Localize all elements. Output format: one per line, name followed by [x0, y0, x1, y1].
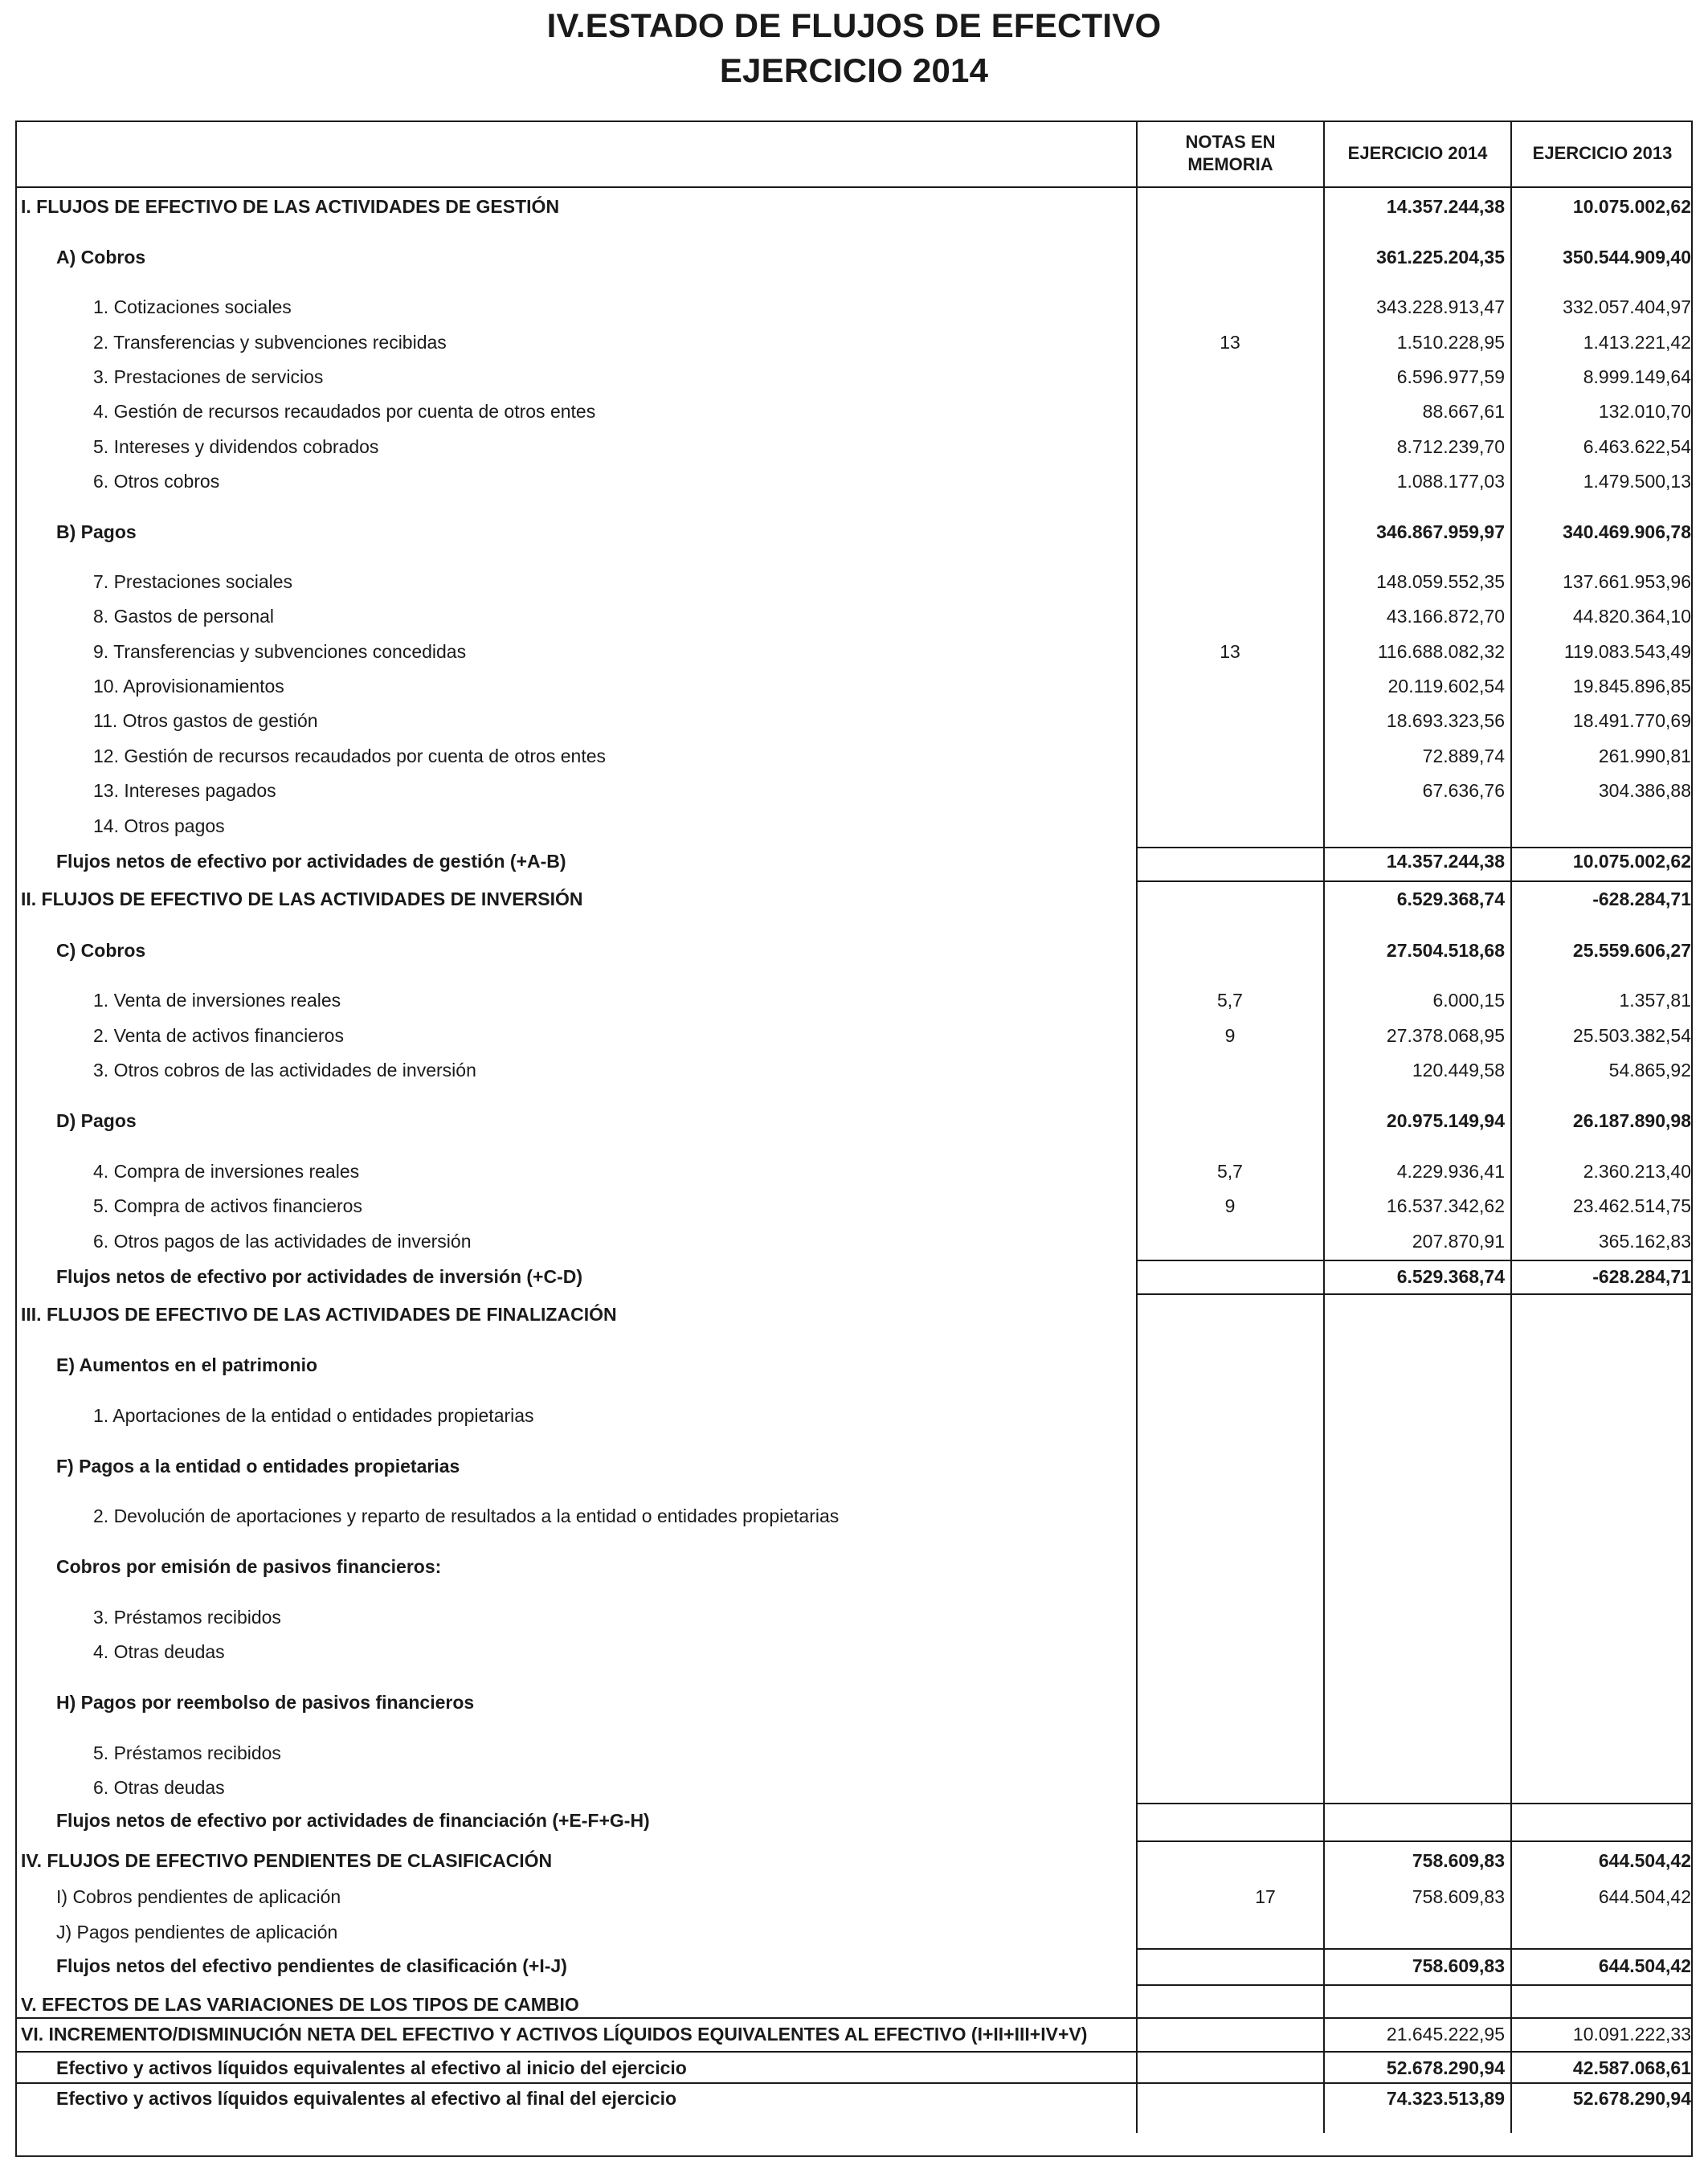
row-rule — [1136, 847, 1693, 848]
line-item-label: 5. Compra de activos financieros — [93, 1195, 362, 1216]
header-ejercicio-2013: EJERCICIO 2013 — [1532, 143, 1673, 163]
value-2014: 72.889,74 — [1422, 746, 1505, 766]
value-2013: 304.386,88 — [1598, 780, 1691, 801]
value-2013: 25.503.382,54 — [1572, 1025, 1691, 1046]
value-2013: 2.360.213,40 — [1583, 1161, 1691, 1182]
net-flow-row-label: Flujos netos de efectivo por actividades de financiación (+E-F+G-H) — [56, 1810, 650, 1831]
value-2013: 119.083.543,49 — [1563, 641, 1691, 662]
section-heading-label: I. FLUJOS DE EFECTIVO DE LAS ACTIVIDADES DE GESTIÓN — [21, 196, 560, 217]
line-item-label: 4. Gestión de recursos recaudados por cuenta de otros entes — [93, 401, 596, 422]
line-item-label: J) Pagos pendientes de aplicación — [56, 1922, 338, 1943]
section-heading-label: V. EFECTOS DE LAS VARIACIONES DE LOS TIPOS DE CAMBIO — [21, 1994, 579, 2015]
header-notas-line1: NOTAS EN — [1185, 132, 1276, 152]
value-2013: 137.661.953,96 — [1563, 571, 1691, 592]
subsection-heading-label: H) Pagos por reembolso de pasivos financieros — [56, 1692, 475, 1713]
value-2013: 26.187.890,98 — [1572, 1110, 1691, 1131]
line-item-label: 2. Devolución de aportaciones y reparto de resultados a la entidad o entidades propietarias — [93, 1505, 840, 1526]
value-2014: 6.596.977,59 — [1396, 366, 1505, 387]
value-2014: 116.688.082,32 — [1377, 641, 1505, 662]
value-2013: 644.504,42 — [1598, 1850, 1691, 1871]
value-2013: 54.865,92 — [1608, 1060, 1691, 1081]
value-2014: 1.088.177,03 — [1396, 471, 1505, 492]
line-item-label: 9. Transferencias y subvenciones concedidas — [93, 641, 467, 662]
value-2014: 6.529.368,74 — [1396, 889, 1505, 909]
value-2013: 10.075.002,62 — [1572, 196, 1691, 217]
value-2014: 4.229.936,41 — [1396, 1161, 1505, 1182]
line-item-label: 1. Aportaciones de la entidad o entidades propietarias — [93, 1405, 534, 1426]
header-notas-line2: MEMORIA — [1187, 154, 1273, 174]
value-2014: 361.225.204,35 — [1376, 247, 1505, 268]
value-2014: 27.378.068,95 — [1386, 1025, 1505, 1046]
row-rule — [1136, 1840, 1693, 1842]
value-2013: 132.010,70 — [1598, 401, 1691, 422]
line-item-label: I) Cobros pendientes de aplicación — [56, 1886, 341, 1907]
note-reference: 17 — [1255, 1886, 1276, 1907]
line-item-label: 3. Prestaciones de servicios — [93, 366, 324, 387]
value-2014: 14.357.244,38 — [1386, 196, 1505, 217]
value-2014: 52.678.290,94 — [1386, 2057, 1505, 2078]
section-heading-label: VI. INCREMENTO/DISMINUCIÓN NETA DEL EFECTIVO Y ACTIVOS LÍQUIDOS EQUIVALENTES AL EFECTIVO (I+II+III+IV+V) — [21, 2024, 1088, 2045]
value-2013: 18.491.770,69 — [1572, 710, 1691, 731]
value-2013: 42.587.068,61 — [1572, 2057, 1691, 2078]
note-reference: 5,7 — [1217, 1161, 1243, 1182]
net-flow-row-label: Flujos netos del efectivo pendientes de clasificación (+I-J) — [56, 1955, 567, 1976]
line-item-label: 14. Otros pagos — [93, 815, 225, 836]
value-2014: 6.000,15 — [1432, 990, 1505, 1011]
row-rule — [1136, 1948, 1693, 1950]
note-reference: 13 — [1220, 641, 1240, 662]
value-2014: 346.867.959,97 — [1376, 521, 1505, 542]
row-rule — [15, 2082, 1693, 2084]
line-item-label: 1. Venta de inversiones reales — [93, 990, 341, 1011]
value-2013: -628.284,71 — [1592, 1266, 1691, 1287]
value-2014: 18.693.323,56 — [1386, 710, 1505, 731]
subsection-heading-label: Cobros por emisión de pasivos financieros: — [56, 1556, 442, 1577]
value-2014: 43.166.872,70 — [1386, 606, 1505, 627]
line-item-label: 3. Préstamos recibidos — [93, 1607, 281, 1628]
value-2014: 1.510.228,95 — [1396, 332, 1505, 353]
line-item-label: 6. Otros pagos de las actividades de inversión — [93, 1231, 472, 1252]
line-item-label: 7. Prestaciones sociales — [93, 571, 293, 592]
note-reference: 5,7 — [1217, 990, 1243, 1011]
line-item-label: 13. Intereses pagados — [93, 780, 276, 801]
value-2013: 1.479.500,13 — [1583, 471, 1691, 492]
line-item-label: 10. Aprovisionamientos — [93, 676, 284, 697]
section-heading-label: II. FLUJOS DE EFECTIVO DE LAS ACTIVIDADES DE INVERSIÓN — [21, 889, 583, 909]
value-2014: 14.357.244,38 — [1386, 851, 1505, 872]
line-item-label: 5. Préstamos recibidos — [93, 1742, 281, 1763]
row-rule — [15, 2017, 1693, 2019]
value-2013: 25.559.606,27 — [1572, 940, 1691, 961]
header-notas — [1138, 131, 1323, 176]
value-2013: 52.678.290,94 — [1572, 2088, 1691, 2109]
section-heading-label: III. FLUJOS DE EFECTIVO DE LAS ACTIVIDADES DE FINALIZACIÓN — [21, 1304, 617, 1325]
line-item-label: 5. Intereses y dividendos cobrados — [93, 436, 379, 457]
value-2013: 1.413.221,42 — [1583, 332, 1691, 353]
line-item-label: 11. Otros gastos de gestión — [93, 710, 318, 731]
header-divider — [15, 186, 1693, 188]
subsection-heading-label: C) Cobros — [56, 940, 146, 961]
line-item-label: 3. Otros cobros de las actividades de inversión — [93, 1060, 476, 1081]
value-2014: 6.529.368,74 — [1396, 1266, 1505, 1287]
value-2014: 758.609,83 — [1412, 1955, 1505, 1976]
value-2013: 365.162,83 — [1598, 1231, 1691, 1252]
note-reference: 9 — [1224, 1195, 1236, 1216]
line-item-label: 2. Venta de activos financieros — [93, 1025, 344, 1046]
row-rule — [15, 2051, 1693, 2053]
value-2013: 23.462.514,75 — [1572, 1195, 1691, 1216]
value-2014: 20.119.602,54 — [1387, 676, 1505, 697]
line-item-label: 6. Otras deudas — [93, 1777, 225, 1798]
value-2014: 343.228.913,47 — [1376, 296, 1505, 317]
value-2013: 44.820.364,10 — [1572, 606, 1691, 627]
value-2014: 8.712.239,70 — [1396, 436, 1505, 457]
subsection-heading-label: D) Pagos — [56, 1110, 137, 1131]
value-2013: 10.091.222,33 — [1572, 2024, 1691, 2045]
value-2013: 644.504,42 — [1598, 1955, 1691, 1976]
value-2013: 261.990,81 — [1598, 746, 1691, 766]
row-rule — [1136, 1293, 1693, 1295]
value-2014: 120.449,58 — [1412, 1060, 1505, 1081]
column-divider — [1136, 121, 1138, 2133]
header-ejercicio-2014: EJERCICIO 2014 — [1347, 143, 1488, 163]
subsection-heading-label: A) Cobros — [56, 247, 146, 268]
page-subtitle: EJERCICIO 2014 — [719, 51, 989, 89]
value-2014: 88.667,61 — [1422, 401, 1505, 422]
subsection-heading-label: F) Pagos a la entidad o entidades propietarias — [56, 1456, 460, 1477]
net-flow-row-label: Flujos netos de efectivo por actividades de gestión (+A-B) — [56, 851, 566, 872]
line-item-label: 1. Cotizaciones sociales — [93, 296, 292, 317]
value-2013: 1.357,81 — [1619, 990, 1691, 1011]
value-2014: 207.870,91 — [1412, 1231, 1505, 1252]
line-item-label: 2. Transferencias y subvenciones recibidas — [93, 332, 447, 353]
value-2013: 340.469.906,78 — [1563, 521, 1691, 542]
row-rule — [1136, 1803, 1693, 1804]
value-2014: 21.645.222,95 — [1386, 2024, 1505, 2045]
value-2014: 148.059.552,35 — [1376, 571, 1505, 592]
row-rule — [1136, 1260, 1693, 1261]
value-2013: 350.544.909,40 — [1563, 247, 1691, 268]
subsection-heading-label: E) Aumentos en el patrimonio — [56, 1354, 318, 1375]
value-2014: 758.609,83 — [1412, 1886, 1505, 1907]
value-2013: 332.057.404,97 — [1563, 296, 1691, 317]
value-2014: 758.609,83 — [1412, 1850, 1505, 1871]
subsection-heading-label: B) Pagos — [56, 521, 137, 542]
net-flow-row-label: Flujos netos de efectivo por actividades de inversión (+C-D) — [56, 1266, 583, 1287]
value-2014: 16.537.342,62 — [1386, 1195, 1505, 1216]
value-2014: 27.504.518,68 — [1386, 940, 1505, 961]
value-2014: 20.975.149,94 — [1386, 1110, 1505, 1131]
line-item-label: 8. Gastos de personal — [93, 606, 275, 627]
total-row-label: Efectivo y activos líquidos equivalentes al efectivo al inicio del ejercicio — [56, 2057, 687, 2078]
value-2013: 644.504,42 — [1598, 1886, 1691, 1907]
note-reference: 9 — [1224, 1025, 1236, 1046]
total-row-label: Efectivo y activos líquidos equivalentes al efectivo al final del ejercicio — [56, 2088, 677, 2109]
value-2014: 67.636,76 — [1422, 780, 1505, 801]
value-2013: -628.284,71 — [1592, 889, 1691, 909]
line-item-label: 6. Otros cobros — [93, 471, 220, 492]
column-divider — [1323, 121, 1325, 2133]
value-2013: 10.075.002,62 — [1572, 851, 1691, 872]
section-heading-label: IV. FLUJOS DE EFECTIVO PENDIENTES DE CLASIFICACIÓN — [21, 1850, 553, 1871]
value-2013: 19.845.896,85 — [1572, 676, 1691, 697]
line-item-label: 12. Gestión de recursos recaudados por cuenta de otros entes — [93, 746, 607, 766]
value-2014: 74.323.513,89 — [1386, 2088, 1505, 2109]
note-reference: 13 — [1220, 332, 1240, 353]
value-2013: 6.463.622,54 — [1583, 436, 1691, 457]
value-2013: 8.999.149,64 — [1583, 366, 1691, 387]
line-item-label: 4. Otras deudas — [93, 1641, 225, 1662]
line-item-label: 4. Compra de inversiones reales — [93, 1161, 360, 1182]
page-title: IV.ESTADO DE FLUJOS DE EFECTIVO — [546, 6, 1162, 44]
column-divider — [1510, 121, 1512, 2133]
row-rule — [1136, 1984, 1693, 1986]
row-rule — [1136, 880, 1693, 882]
